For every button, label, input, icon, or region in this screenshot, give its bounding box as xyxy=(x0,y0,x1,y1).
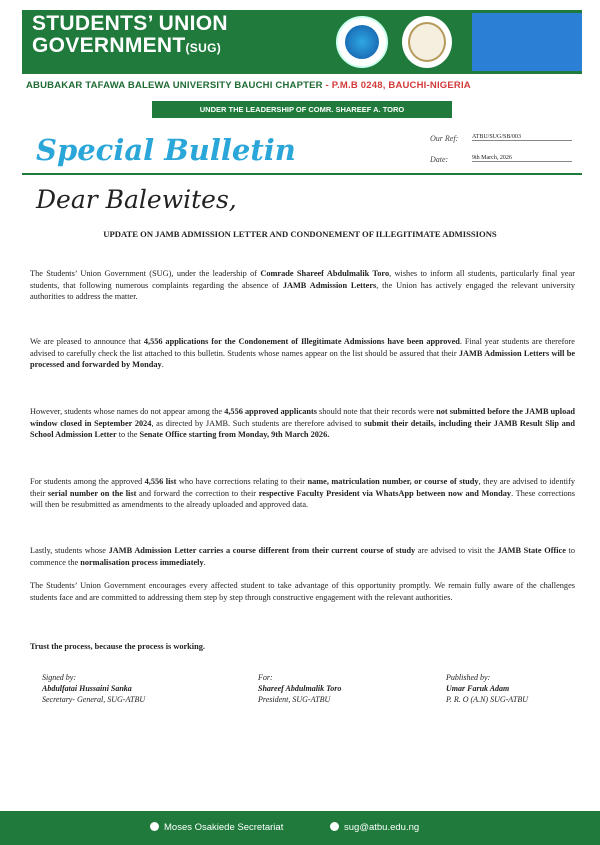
location-pin-icon xyxy=(150,822,159,831)
org-title xyxy=(32,13,228,59)
signatory-name: Umar Faruk Adam xyxy=(446,684,510,693)
signatory-president xyxy=(258,672,341,705)
sug-logo xyxy=(336,16,388,68)
paragraph-1: The Students’ Union Government (SUG), under the leadership of Comrade Shareef Abdulmalik Toro, wishes to inform all students, particularly final year students, that following numerous complaints regarding the absence of JAMB Admission Letters, the Union has actively engaged the relevant university authorities to address the matter. xyxy=(30,269,575,302)
org-abbrev: (SUG) xyxy=(185,41,222,55)
footer-email-text[interactable]: sug@atbu.edu.ng xyxy=(344,822,420,833)
header-divider xyxy=(22,173,582,175)
signatory-label: Published by: xyxy=(446,673,491,682)
org-title-line2: GOVERNMENT xyxy=(32,34,186,57)
closing-line: Trust the process, because the process is working. xyxy=(30,642,205,651)
letter-heading: UPDATE ON JAMB ADMISSION LETTER AND CONDONEMENT OF ILLEGITIMATE ADMISSIONS xyxy=(103,229,497,239)
university-crest xyxy=(402,16,452,68)
chapter-name: ABUBAKAR TAFAWA BALEWA UNIVERSITY BAUCHI CHAPTER xyxy=(26,80,323,91)
paragraph-6: The Students’ Union Government encourages every affected student to take advantage of this opportunity promptly. We remain fully aware of the challenges students face and are committed to addressing them step by step through constructive engagement with the relevant authorities. xyxy=(30,581,575,602)
signatory-name: Shareef Abdulmalik Toro xyxy=(258,684,342,693)
bulletin-title: Special Bulletin xyxy=(36,133,296,167)
signatory-pro xyxy=(446,672,528,705)
footer-location xyxy=(150,811,283,845)
paragraph-2: We are pleased to announce that 4,556 applications for the Condonement of Illegitimate Admissions have been approved. Final year students are therefore advised to carefully check the list attached to this bulletin. Students whose names appear on the list should be assured that their JAMB Admission Letters will be processed and forwarded by Monday. xyxy=(30,337,575,370)
paragraph-5: Lastly, students whose JAMB Admission Letter carries a course different from their current course of study are advised to visit the JAMB State Office to commence the normalisation process immediately. xyxy=(30,546,575,567)
email-icon xyxy=(330,822,339,831)
leadership-bar: UNDER THE LEADERSHIP OF COMR. SHAREEF A. TORO xyxy=(152,101,452,118)
salutation: Dear Balewites, xyxy=(36,185,237,214)
ref-value: ATBU/SUG/SB/003 xyxy=(472,134,572,141)
signatory-role: P. R. O (A.N) SUG-ATBU xyxy=(446,695,528,704)
paragraph-3: However, students whose names do not appear among the 4,556 approved applicants should note that their records were not submitted before the JAMB upload window closed in September 2024, as directed by JAMB. Such students are therefore advised to submit their details, including their JAMB Result Slip and School Admission Letter to the Senate Office starting from Monday, 9th March 2026. xyxy=(30,407,576,440)
chapter-address: - P.M.B 0248, BAUCHI-NIGERIA xyxy=(322,80,471,91)
signatory-role: Secretary- General, SUG-ATBU xyxy=(42,695,146,704)
signatory-label: For: xyxy=(258,673,273,682)
date-label: Date: xyxy=(430,155,449,164)
signatory-secretary xyxy=(42,672,145,705)
ref-label: Our Ref: xyxy=(430,134,459,143)
footer-email[interactable] xyxy=(330,811,419,845)
signatory-role: President, SUG-ATBU xyxy=(258,695,331,704)
footer-location-text: Moses Osakiede Secretariat xyxy=(164,822,284,833)
date-value: 9th March, 2026 xyxy=(472,155,572,162)
chapter-line xyxy=(26,80,586,91)
signatory-name: Abdulfatai Hussaini Sanka xyxy=(42,684,132,693)
paragraph-4: For students among the approved 4,556 list who have corrections relating to their name, matriculation number, or course of study, they are advised to identify their serial number on the list and forward the correction to their respective Faculty President via WhatsApp between now and Monday. These corrections will then be resubmitted as amendments to the already uploaded and approved data. xyxy=(30,477,576,510)
org-title-line1: STUDENTS’ UNION xyxy=(32,12,228,35)
signatory-label: Signed by: xyxy=(42,673,76,682)
header-accent-block xyxy=(472,13,582,71)
footer-bar xyxy=(0,811,600,845)
